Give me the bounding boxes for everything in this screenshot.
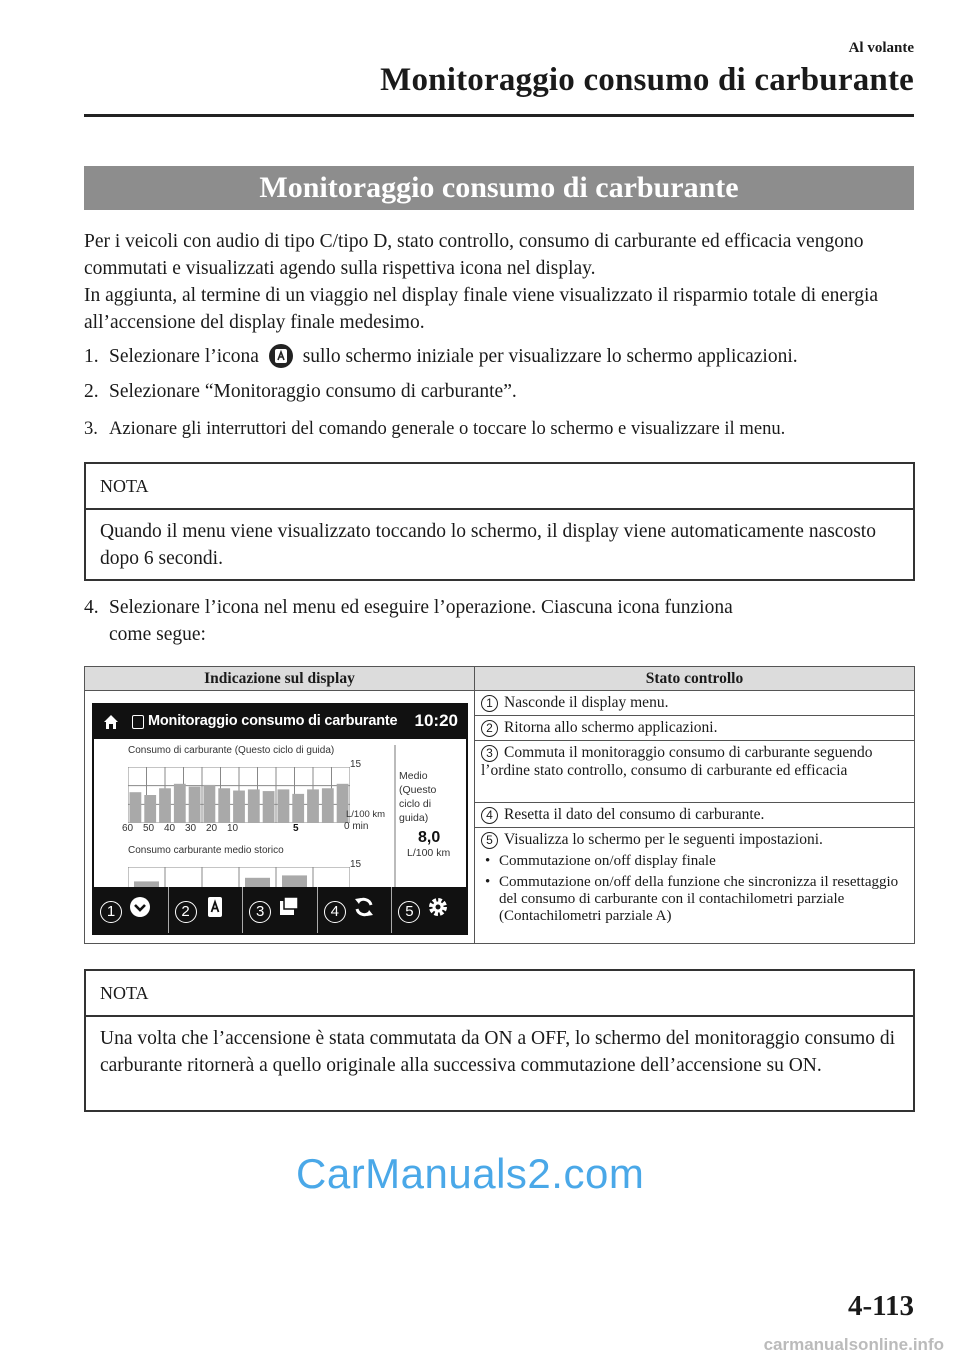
chevron-down-icon: [128, 895, 152, 919]
note-box-2: [84, 969, 915, 1112]
divider: [394, 745, 396, 895]
note-box-1: [84, 462, 915, 581]
chart1-ymax: 15: [350, 759, 362, 770]
control-row-2: [475, 716, 915, 741]
average-label: Medio (Questo ciclo di guida): [399, 770, 437, 824]
button-number: 1: [100, 901, 122, 923]
screen-app-icon: [132, 715, 144, 729]
button-number: 4: [324, 901, 346, 923]
x-tick-label: 60: [122, 823, 134, 834]
row-text: Visualizza lo schermo per le seguenti impostazioni.: [504, 831, 823, 848]
button-number: 3: [249, 901, 271, 923]
switch-screen-button[interactable]: [243, 887, 318, 933]
column-header-control: Stato controllo: [475, 667, 915, 691]
watermark-carmanualsonline: carmanualsonline.info: [763, 1335, 944, 1354]
button-number: 5: [398, 901, 420, 923]
step-number: 3.: [84, 418, 98, 439]
step-number: 2.: [84, 381, 99, 402]
chart1-bar: [278, 789, 290, 823]
bullet-item: • Commutazione on/off display finale: [485, 853, 716, 869]
fuel-monitor-screen: [92, 703, 468, 935]
chart1-bar: [248, 789, 260, 823]
chart1-zero-min: 0 min: [344, 821, 369, 832]
chart1-bar: [189, 787, 201, 823]
note-heading: NOTA: [86, 464, 913, 510]
screen-clock: 10:20: [414, 711, 458, 730]
apps-button[interactable]: [169, 887, 244, 933]
chart2-ymax: 15: [350, 859, 362, 870]
home-icon: [102, 713, 120, 731]
section-label: Al volante: [848, 40, 914, 56]
row-text: Resetta il dato del consumo di carburante.: [504, 806, 765, 823]
intro-paragraph-2: In aggiunta, al termine di un viaggio nel display finale viene visualizzato il risparmio totale di energia all’accensione del display finale medesimo.: [84, 285, 879, 333]
intro-paragraph-1: Per i veicoli con audio di tipo C/tipo D, stato controllo, consumo di carburante ed efficacia vengono commutati e visualizzati agendo sulla rispettiva icona nel display.: [84, 231, 864, 279]
gear-icon: [426, 895, 450, 919]
chart1-bar: [204, 785, 216, 823]
step-number: 1.: [84, 346, 99, 367]
row-text: Ritorna allo schermo applicazioni.: [504, 719, 718, 736]
row-number: 4: [481, 807, 498, 824]
step-1: [84, 343, 924, 370]
chart1-bar: [263, 791, 275, 823]
chart1-bar: [218, 788, 230, 823]
page-number: 4-113: [847, 1290, 914, 1322]
row-number: 1: [481, 695, 498, 712]
section-banner: Monitoraggio consumo di carburante: [84, 166, 914, 210]
chart1-unit: L/100 km: [346, 809, 386, 820]
chart1-bar: [292, 794, 304, 823]
x-tick-label: 30: [185, 823, 197, 834]
chart1-bar: [130, 792, 142, 823]
chart1-bar: [322, 788, 334, 823]
switch-screen-icon: [277, 895, 301, 919]
step-4: [84, 594, 924, 648]
step-text: Selezionare “Monitoraggio consumo di carburante”.: [109, 381, 517, 402]
note-body: Una volta che l’accensione è stata commutata da ON a OFF, lo schermo del monitoraggio consumo di carburante ritornerà a quello originale alla successiva commutazione dell’accensione su ON.: [100, 1028, 896, 1076]
display-cell: [85, 691, 475, 944]
row-number: 2: [481, 720, 498, 737]
watermark-carmanuals2: CarManuals2.com: [296, 1150, 645, 1197]
control-row-4: [475, 803, 915, 828]
average-value: 8,0: [418, 829, 441, 846]
button-number: 2: [175, 901, 197, 923]
x-tick-label-current: 5: [293, 823, 299, 834]
row-text: Nasconde il display menu.: [504, 694, 669, 711]
apps-icon: [203, 895, 227, 919]
control-table: [84, 666, 915, 944]
step-text: Selezionare l’icona nel menu ed eseguire l’operazione. Ciascuna icona funziona: [109, 597, 733, 618]
x-tick-label: 10: [227, 823, 239, 834]
chart2-label: Consumo carburante medio storico: [128, 845, 284, 856]
column-header-display: Indicazione sul display: [85, 667, 475, 691]
note-heading: NOTA: [86, 971, 913, 1017]
step-2: [84, 378, 924, 405]
average-unit: L/100 km: [407, 847, 451, 859]
screen-title-bar: [94, 705, 466, 739]
step-text-after: sullo schermo iniziale per visualizzare lo schermo applicazioni.: [302, 346, 798, 367]
step-3: [84, 415, 924, 442]
step-text: Selezionare l’icona: [109, 346, 259, 367]
x-tick-label: 20: [206, 823, 218, 834]
chart1-bar: [159, 788, 171, 823]
reset-icon: [352, 895, 376, 919]
hide-menu-button[interactable]: [94, 887, 169, 933]
settings-button[interactable]: [392, 887, 466, 933]
header-rule: [84, 114, 914, 117]
row-number: 3: [481, 745, 498, 762]
control-row-5: [475, 828, 915, 944]
chart1-bar: [233, 791, 245, 823]
chart1-plot: [128, 767, 350, 823]
step-number: 4.: [84, 597, 99, 618]
screen-title: Monitoraggio consumo di carburante: [148, 713, 398, 729]
chart1-bar: [307, 789, 319, 823]
chart1-bar: [144, 795, 156, 823]
chart1-label: Consumo di carburante (Questo ciclo di guida): [128, 745, 335, 756]
page-title: Monitoraggio consumo di carburante: [380, 62, 914, 98]
row-text: Commuta il monitoraggio consumo di carburante seguendo l’ordine stato controllo, consumo di carburante ed efficacia: [481, 744, 873, 779]
step-text-continued: come segue:: [109, 624, 206, 645]
apps-icon: [268, 343, 294, 369]
control-row-3: [475, 741, 915, 803]
note-body: Quando il menu viene visualizzato toccando lo schermo, il display viene automaticamente nascosto dopo 6 secondi.: [100, 521, 876, 569]
reset-button[interactable]: [318, 887, 393, 933]
control-row-1: [475, 691, 915, 716]
x-tick-label: 50: [143, 823, 155, 834]
step-text: Azionare gli interruttori del comando generale o toccare lo schermo e visualizzare il menu.: [109, 418, 786, 439]
screen-menu-bar: [94, 887, 466, 933]
chart1-bar: [174, 784, 186, 823]
bullet-item: • Commutazione on/off della funzione che sincronizza il resettaggio del consumo di carburante con il contachilometri parziale (Contachilometri parziale A): [485, 874, 899, 924]
row-number: 5: [481, 832, 498, 849]
x-tick-label: 40: [164, 823, 176, 834]
